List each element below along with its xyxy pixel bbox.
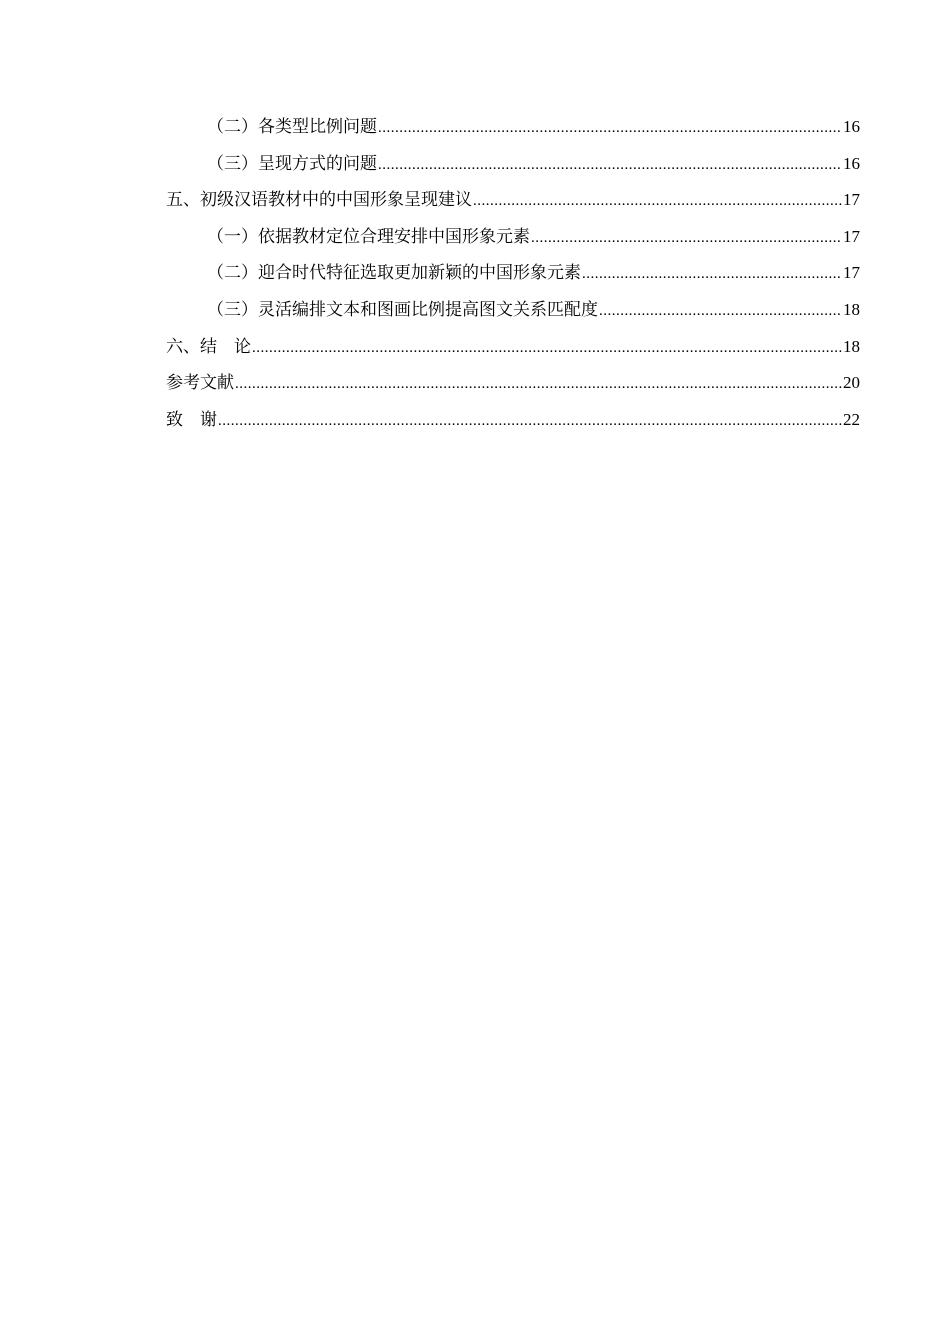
toc-page-number: 18 bbox=[843, 299, 860, 319]
toc-dot-leader bbox=[599, 296, 842, 326]
toc-entry[interactable] bbox=[166, 149, 860, 186]
toc-page-number: 18 bbox=[843, 336, 860, 356]
toc-entry[interactable] bbox=[166, 258, 860, 295]
toc-entry-title: （二）各类型比例问题 bbox=[207, 117, 377, 137]
toc-entry[interactable] bbox=[166, 112, 860, 149]
toc-entry-title: 致 谢 bbox=[166, 409, 217, 430]
toc-entry[interactable] bbox=[166, 295, 860, 332]
toc-dot-leader bbox=[378, 113, 842, 143]
toc-dot-leader bbox=[531, 223, 842, 253]
toc-entry[interactable] bbox=[166, 222, 860, 259]
toc-page-number: 17 bbox=[843, 190, 860, 210]
toc-dot-leader bbox=[473, 186, 842, 216]
toc-page-number: 22 bbox=[843, 409, 860, 429]
toc-page-number: 17 bbox=[843, 263, 860, 283]
toc-dot-leader bbox=[582, 259, 842, 289]
toc-entry-title: 六、结 论 bbox=[166, 336, 251, 357]
toc-entry[interactable] bbox=[166, 368, 860, 405]
toc-dot-leader bbox=[235, 369, 842, 399]
toc-entry-title: 五、初级汉语教材中的中国形象呈现建议 bbox=[166, 190, 472, 211]
toc-dot-leader bbox=[252, 333, 842, 363]
toc-page-number: 16 bbox=[843, 117, 860, 136]
toc-entry[interactable] bbox=[166, 332, 860, 369]
toc-page-number: 20 bbox=[843, 373, 860, 393]
toc-page-number: 17 bbox=[843, 226, 860, 246]
toc-entry[interactable] bbox=[166, 185, 860, 222]
toc-dot-leader bbox=[378, 150, 842, 180]
toc-entry-title: （三）灵活编排文本和图画比例提高图文关系匹配度 bbox=[207, 299, 598, 320]
toc-entry[interactable] bbox=[166, 405, 860, 442]
toc-entry-title: （二）迎合时代特征选取更加新颖的中国形象元素 bbox=[207, 263, 581, 284]
toc-entry-title: （一）依据教材定位合理安排中国形象元素 bbox=[207, 226, 530, 247]
toc-entry-title: （三）呈现方式的问题 bbox=[207, 153, 377, 174]
toc-dot-leader bbox=[218, 406, 842, 436]
table-of-contents bbox=[166, 112, 860, 441]
toc-page-number: 16 bbox=[843, 153, 860, 173]
toc-entry-title: 参考文献 bbox=[166, 373, 234, 394]
